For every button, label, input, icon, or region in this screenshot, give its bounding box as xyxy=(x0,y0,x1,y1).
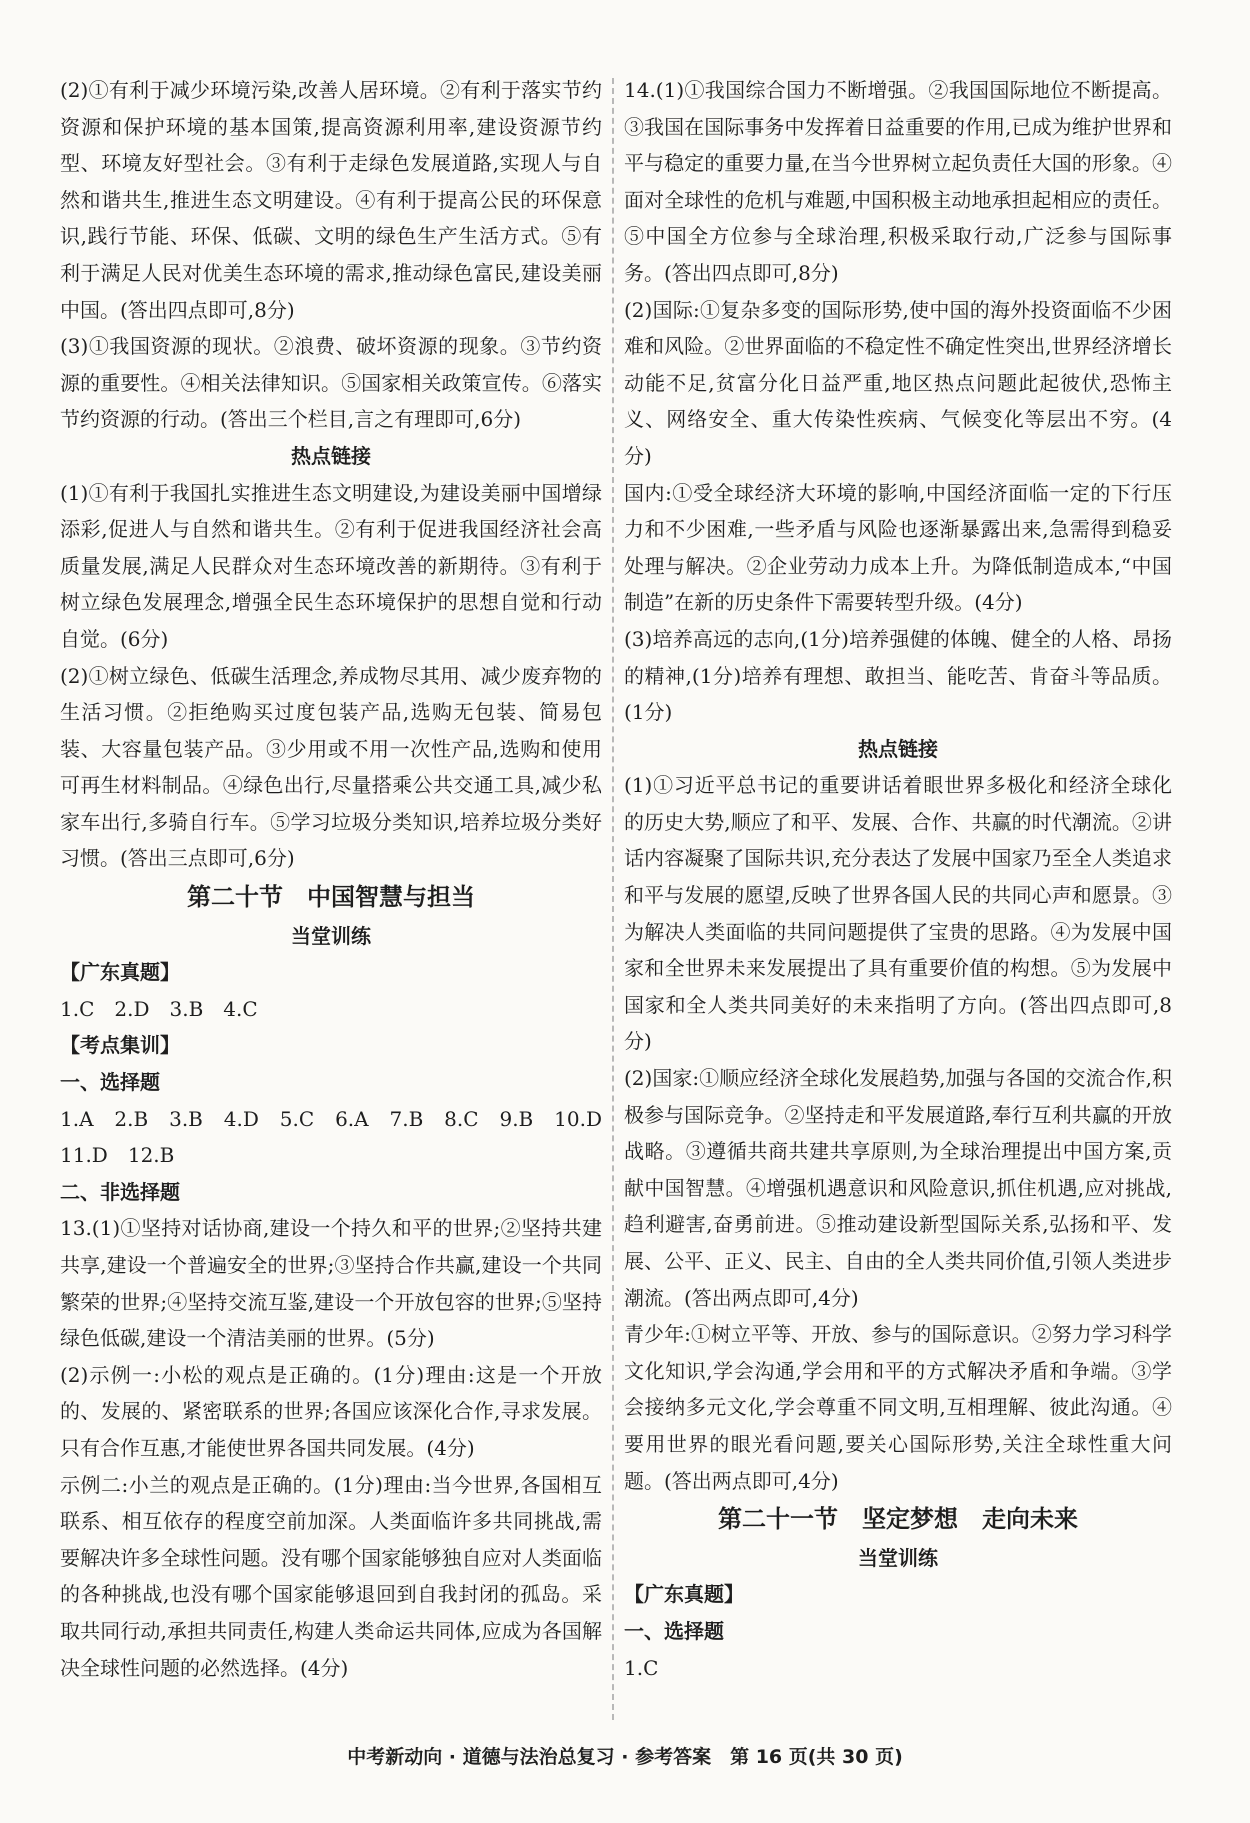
answer-paragraph: (3)①我国资源的现状。②浪费、破坏资源的现象。③节约资源的重要性。④相关法律知识。⑤国家相关政策宣传。⑥落实节约资源的行动。(答出三个栏目,言之有理即可,6分) xyxy=(60,334,602,432)
answer-paragraph: 示例二:小兰的观点是正确的。(1分)理由:当今世界,各国相互联系、相互依存的程度空前加深。人类面临许多共同挑战,需要解决许多全球性问题。没有哪个国家能够独自应对人类面临的各种挑战,也没有哪个国家能够退回到自我封闭的孤岛。采取共同行动,承担共同责任,构建人类命运共同体,应成为各国解决全球性问题的必然选择。(4分) xyxy=(60,1472,602,1680)
choice-answers: 1.C xyxy=(624,1655,659,1680)
answer-paragraph: (1)①有利于我国扎实推进生态文明建设,为建设美丽中国增绿添彩,促进人与自然和谐共生。②有利于促进我国经济社会高质量发展,满足人民群众对生态环境改善的新期待。③有利于树立绿色发展理念,增强全民生态环境保护的思想自觉和行动自觉。(6分) xyxy=(60,480,602,651)
answer-paragraph: 14.(1)①我国综合国力不断增强。②我国国际地位不断提高。③我国在国际事务中发挥着日益重要的作用,已成为维护世界和平与稳定的重要力量,在当今世界树立起负责任大国的形象。④面对全球性的危机与难题,中国积极主动地承担起相应的责任。⑤中国全方位参与全球治理,积极采取行动,广泛参与国际事务。(答出四点即可,8分) xyxy=(624,78,1172,285)
section-title: 第二十节 中国智慧与担当 xyxy=(187,882,475,912)
guangdong-heading: 【广东真题】 xyxy=(60,960,180,985)
choice-heading: 一、选择题 xyxy=(624,1618,724,1643)
nonchoice-heading: 二、非选择题 xyxy=(60,1179,180,1204)
hotlink-heading: 热点链接 xyxy=(291,443,371,468)
right-column xyxy=(624,72,1172,1686)
column-divider xyxy=(612,78,614,1720)
answer-paragraph: 国内:①受全球经济大环境的影响,中国经济面临一定的下行压力和不少困难,一些矛盾与风险也逐渐暴露出来,急需得到稳妥处理与解决。②企业劳动力成本上升。为降低制造成本,“中国制造”在新的历史条件下需要转型升级。(4分) xyxy=(624,480,1172,615)
answer-paragraph: (2)国家:①顺应经济全球化发展趋势,加强与各国的交流合作,积极参与国际竞争。②坚持走和平发展道路,奉行互利共赢的开放战略。③遵循共商共建共享原则,为全球治理提出中国方案,贡献中国智慧。④增强机遇意识和风险意识,抓住机遇,应对挑战,趋利避害,奋勇前进。⑤推动建设新型国际关系,弘扬和平、发展、公平、正义、民主、自由的全人类共同价值,引领人类进步潮流。(答出两点即可,4分) xyxy=(624,1066,1172,1310)
kaodian-heading: 【考点集训】 xyxy=(60,1033,180,1058)
answer-paragraph: (2)示例一:小松的观点是正确的。(1分)理由:这是一个开放的、发展的、紧密联系的世界;各国应该深化合作,寻求发展。只有合作互惠,才能使世界各国共同发展。(4分) xyxy=(60,1362,602,1460)
answer-paragraph: (2)①有利于减少环境污染,改善人居环境。②有利于落实节约资源和保护环境的基本国策,提高资源利用率,建设资源节约型、环境友好型社会。③有利于走绿色发展道路,实现人与自然和谐共生,推进生态文明建设。④有利于提高公民的环保意识,践行节能、环保、低碳、文明的绿色生产生活方式。⑤有利于满足人民对优美生态环境的需求,推动绿色富民,建设美丽中国。(答出四点即可,8分) xyxy=(60,78,602,322)
answer-paragraph: 青少年:①树立平等、开放、参与的国际意识。②努力学习科学文化知识,学会沟通,学会用和平的方式解决矛盾和争端。③学会接纳多元文化,学会尊重不同文明,互相理解、彼此沟通。④要用世界的眼光看问题,要关心国际形势,关注全球性重大问题。(答出两点即可,4分) xyxy=(624,1322,1172,1493)
answer-paragraph: (2)①树立绿色、低碳生活理念,养成物尽其用、减少废弃物的生活习惯。②拒绝购买过度包装产品,选购无包装、简易包装、大容量包装产品。③少用或不用一次性产品,选购和使用可再生材料制品。④绿色出行,尽量搭乘公共交通工具,减少私家车出行,多骑自行车。⑤学习垃圾分类知识,培养垃圾分类好习惯。(答出三点即可,6分) xyxy=(60,663,602,871)
guangdong-heading: 【广东真题】 xyxy=(624,1582,744,1607)
section-title: 第二十一节 坚定梦想 走向未来 xyxy=(718,1504,1078,1534)
answer-paragraph: (2)国际:①复杂多变的国际形势,使中国的海外投资面临不少困难和风险。②世界面临的不稳定性不确定性突出,世界经济增长动能不足,贫富分化日益严重,地区热点问题此起彼伏,恐怖主义、网络安全、重大传染性疾病、气候变化等层出不穷。(4分) xyxy=(624,297,1172,468)
answer-paragraph: (1)①习近平总书记的重要讲话着眼世界多极化和经济全球化的历史大势,顺应了和平、发展、合作、共赢的时代潮流。②讲话内容凝聚了国际共识,充分表达了发展中国家乃至全人类追求和平与发展的愿望,反映了世界各国人民的共同心声和愿景。③为解决人类面临的共同问题提供了宝贵的思路。④为发展中国家和全世界未来发展提出了具有重要价值的构想。⑤为发展中国家和全人类共同美好的未来指明了方向。(答出四点即可,8分) xyxy=(624,773,1172,1054)
left-column xyxy=(60,72,622,1686)
choice-answers: 1.A 2.B 3.B 4.D 5.C 6.A 7.B 8.C 9.B 10.D 11.D 12.B xyxy=(60,1106,622,1168)
hotlink-heading: 热点链接 xyxy=(858,736,938,761)
answer-paragraph: 13.(1)①坚持对话协商,建设一个持久和平的世界;②坚持共建共享,建设一个普遍安全的世界;③坚持合作共赢,建设一个共同繁荣的世界;④坚持交流互鉴,建设一个开放包容的世界;⑤坚持绿色低碳,建设一个清洁美丽的世界。(5分) xyxy=(60,1216,602,1351)
class-training-heading: 当堂训练 xyxy=(291,923,371,948)
answer-paragraph: (3)培养高远的志向,(1分)培养强健的体魄、健全的人格、昂扬的精神,(1分)培养有理想、敢担当、能吃苦、肯奋斗等品质。(1分) xyxy=(624,626,1172,725)
class-training-heading: 当堂训练 xyxy=(858,1545,938,1570)
choice-answers: 1.C 2.D 3.B 4.C xyxy=(60,996,258,1021)
choice-heading: 一、选择题 xyxy=(60,1070,160,1095)
page-footer: 中考新动向 · 道德与法治总复习 · 参考答案 第 16 页(共 30 页) xyxy=(347,1746,903,1768)
